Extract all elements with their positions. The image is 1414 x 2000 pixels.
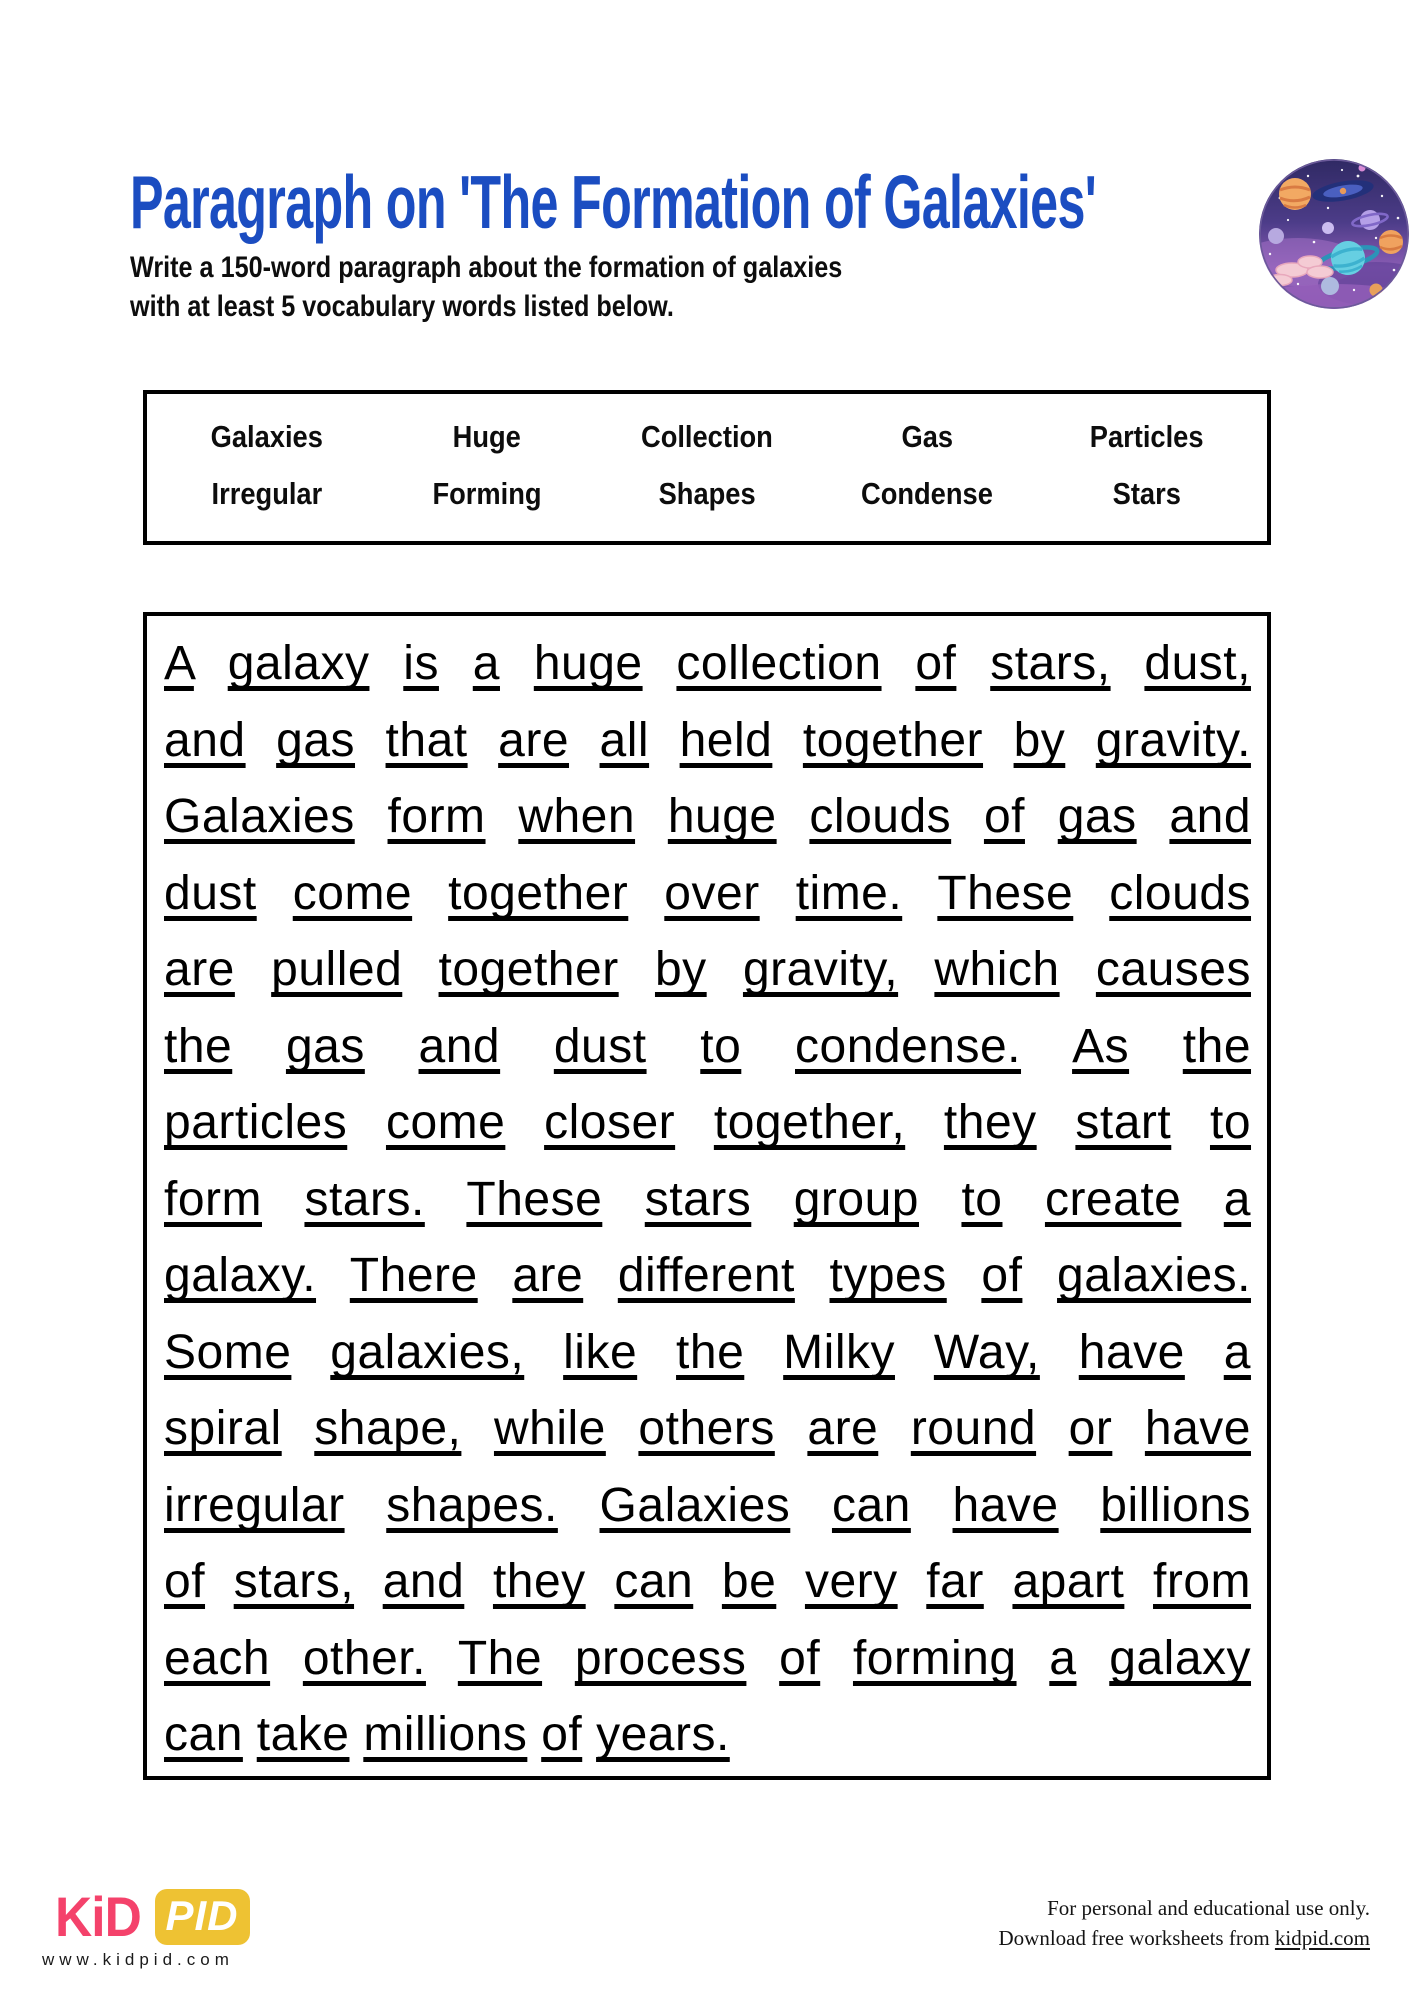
paragraph-line: spiral shape, while others are round or have: [164, 1402, 1251, 1455]
usage-note: [999, 1893, 1371, 1953]
vocab-word: Collection: [641, 418, 773, 454]
vocab-word: Condense: [861, 476, 993, 512]
paragraph-line: particles come closer together, they start to: [164, 1096, 1252, 1149]
kidpid-logo-kid: KiD: [55, 1885, 141, 1948]
vocabulary-box: [143, 390, 1271, 545]
paragraph-line: can take millions of years.: [164, 1708, 730, 1761]
paragraph-line: dust come together over time. These clouds: [164, 866, 1252, 920]
kidpid-logo: [55, 1884, 250, 1949]
website-url: www.kidpid.com: [42, 1950, 234, 1969]
paragraph-line: form stars. These stars group to create a: [164, 1172, 1251, 1226]
vocab-word: Huge: [452, 418, 522, 454]
vocab-word: Stars: [1112, 476, 1182, 512]
paragraph-line: of stars, and they can be very far apart from: [164, 1555, 1252, 1608]
page-title: Paragraph on 'The Formation of Galaxies': [130, 160, 1097, 244]
paragraph-answer-box: [143, 612, 1271, 1780]
galaxy-illustration-icon: [1258, 158, 1410, 310]
usage-line-2: [999, 1923, 1371, 1953]
vocab-word: Gas: [901, 418, 953, 454]
vocab-word: Forming: [432, 476, 542, 512]
paragraph-line: are pulled together by gravity, which causes: [164, 943, 1251, 996]
paragraph-line: A galaxy is a huge collection of stars, dust,: [164, 637, 1251, 690]
instructions: [130, 248, 842, 326]
instructions-line-2: with at least 5 vocabulary words listed below.: [130, 290, 674, 323]
vocab-word: Irregular: [211, 476, 323, 512]
vocab-word: Galaxies: [210, 418, 324, 454]
paragraph-line: Some galaxies, like the Milky Way, have a: [164, 1325, 1251, 1379]
paragraph-line: irregular shapes. Galaxies can have billions: [164, 1478, 1252, 1532]
paragraph-line: and gas that are all held together by gravity.: [164, 713, 1251, 767]
instructions-line-1: Write a 150-word paragraph about the formation of galaxies: [130, 251, 843, 284]
paragraph-line: galaxy. There are different types of galaxies.: [164, 1249, 1251, 1302]
paragraph-line: each other. The process of forming a galaxy: [164, 1631, 1252, 1685]
kidpid-link[interactable]: kidpid.com: [1274, 1926, 1370, 1950]
paragraph-line: Galaxies form when huge clouds of gas and: [164, 790, 1252, 843]
usage-line-2-text: Download free worksheets from: [998, 1926, 1275, 1950]
vocab-word: Shapes: [658, 476, 756, 512]
usage-line-1: For personal and educational use only.: [1047, 1896, 1370, 1920]
vocab-word: Particles: [1090, 418, 1204, 454]
paragraph-line: the gas and dust to condense. As the: [164, 1019, 1252, 1073]
kidpid-logo-pid: PID: [155, 1889, 250, 1945]
